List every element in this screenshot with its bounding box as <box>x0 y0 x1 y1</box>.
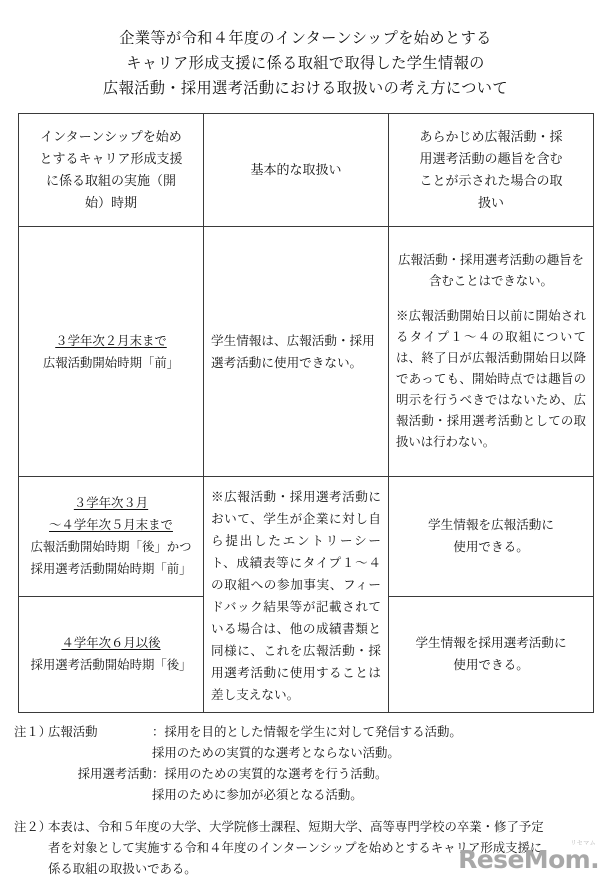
resemom-watermark <box>458 840 599 874</box>
column-header-period <box>19 114 204 227</box>
footnote-1-label: 注１） <box>14 725 52 739</box>
column-header-prior-notice <box>389 114 594 227</box>
row-1-period-main: ３学年次２月末まで <box>55 333 167 348</box>
footnote-1-colon-1: ： <box>152 725 165 739</box>
row-1-prior-notice-note: ※広報活動開始日以前に開始されるタイプ１～４の取組については、終了日が広報活動開始日以降であっても、開始時点では趣旨の明示を行うべきではないため、広報活動・採用選考活動としての取扱いは行わない。 <box>396 309 586 449</box>
watermark-logo-text: ReseMom. <box>458 845 599 874</box>
column-header-prior-notice-line-1: あらかじめ広報活動・採 <box>419 129 563 144</box>
row-2-period-sub-line-2: 採用選考活動開始時期「前」 <box>30 562 192 577</box>
title-line-3: 広報活動・採用選考活動における取扱いの考え方について <box>103 80 508 97</box>
footnote-2-line-2: 者を対象として実施する令和４年度のインターンシップを始めとするキャリア形成支援に <box>48 841 543 855</box>
footnote-2-line-1-row <box>14 817 599 838</box>
footnote-2-label: 注２） <box>14 820 52 834</box>
row-3-period <box>19 596 204 712</box>
footnote-1-term-2-row <box>14 764 599 785</box>
row-1-period <box>19 227 204 477</box>
footnote-2-line-1: 本表は、令和５年度の大学、大学院修士課程、短期大学、高等専門学校の卒業・修了予定 <box>48 820 544 834</box>
footnote-1-term-1: 広報活動 <box>48 725 98 739</box>
row-2-period-sub-line-1: 広報活動開始時期「後」かつ <box>30 540 192 555</box>
row-1-prior-notice <box>389 227 594 477</box>
table-header-row <box>19 114 594 227</box>
table-row <box>19 227 594 477</box>
row-3-prior-notice-line-2: 使用できる。 <box>453 658 529 673</box>
row-3-period-main: ４学年次６月以後 <box>61 636 161 651</box>
row-3-prior-notice <box>389 596 594 712</box>
page-title <box>0 0 611 101</box>
row-1-period-sub: 広報活動開始時期「前」 <box>42 355 180 370</box>
handling-policy-table <box>18 113 594 713</box>
title-line-1: 企業等が令和４年度のインターンシップを始めとする <box>119 30 492 47</box>
column-header-period-line-3: に係る取組の実施（開 <box>45 173 176 188</box>
footnote-1-def-1-line-2: 採用のための実質的な選考とならない活動。 <box>152 746 400 760</box>
column-header-period-line-2: とするキャリア形成支援 <box>39 151 183 166</box>
footnote-1 <box>14 722 599 806</box>
row-1-basic-handling: 学生情報は、広報活動・採用選考活動に使用できない。 <box>204 227 389 477</box>
column-header-period-line-4: 始）時期 <box>84 195 137 210</box>
rows-2-3-basic-handling: ※広報活動・採用選考活動において、学生が企業に対し自ら提出したエントリーシート、成績表等にタイプ１～４の取組への参加事実、フィードバック結果等が記載されている場合は、他の成績書類と同様に、これを広報活動・採用選考活動に使用することは差し支えない。 <box>204 477 389 713</box>
footnote-1-def-1-line-1: 採用を目的とした情報を学生に対して発信する活動。 <box>164 725 462 739</box>
row-2-prior-notice-line-2: 使用できる。 <box>453 540 529 555</box>
row-2-period-main-line-1: ３学年次３月 <box>73 496 149 511</box>
footnote-1-def-2-line-2: 採用のために参加が必須となる活動。 <box>152 788 363 802</box>
table-row <box>19 477 594 597</box>
footnote-1-colon-2: ： <box>152 767 165 781</box>
footnote-1-term-1-row <box>14 722 599 743</box>
row-1-prior-notice-lead: 広報活動・採用選考活動の趣旨を含むことはできない。 <box>398 253 584 288</box>
column-header-prior-notice-line-4: 扱い <box>477 195 504 210</box>
row-2-prior-notice-line-1: 学生情報を広報活動に <box>428 518 554 533</box>
footnote-2-line-3: 係る取組の取扱いである。 <box>48 862 197 876</box>
footnote-1-def-2-line-1: 採用のための実質的な選考を行う活動。 <box>164 767 388 781</box>
footnote-1-term-2: 採用選考活動 <box>77 767 152 781</box>
table-container <box>18 113 593 713</box>
row-3-prior-notice-line-1: 学生情報を採用選考活動に <box>415 636 567 651</box>
row-2-period <box>19 477 204 597</box>
title-line-2: キャリア形成支援に係る取組で取得した学生情報の <box>126 55 485 72</box>
row-3-period-sub: 採用選考活動開始時期「後」 <box>30 658 192 673</box>
watermark-ruby: リセマム <box>570 840 596 847</box>
column-header-basic-handling: 基本的な取扱い <box>204 114 389 227</box>
column-header-prior-notice-line-2: 用選考活動の趣旨を含む <box>419 151 563 166</box>
column-header-period-line-1: インターンシップを始め <box>40 129 182 144</box>
column-header-prior-notice-line-3: ことが示された場合の取 <box>419 173 563 188</box>
row-2-period-main-line-2: ～４学年次５月末まで <box>49 518 173 533</box>
row-2-prior-notice <box>389 477 594 597</box>
